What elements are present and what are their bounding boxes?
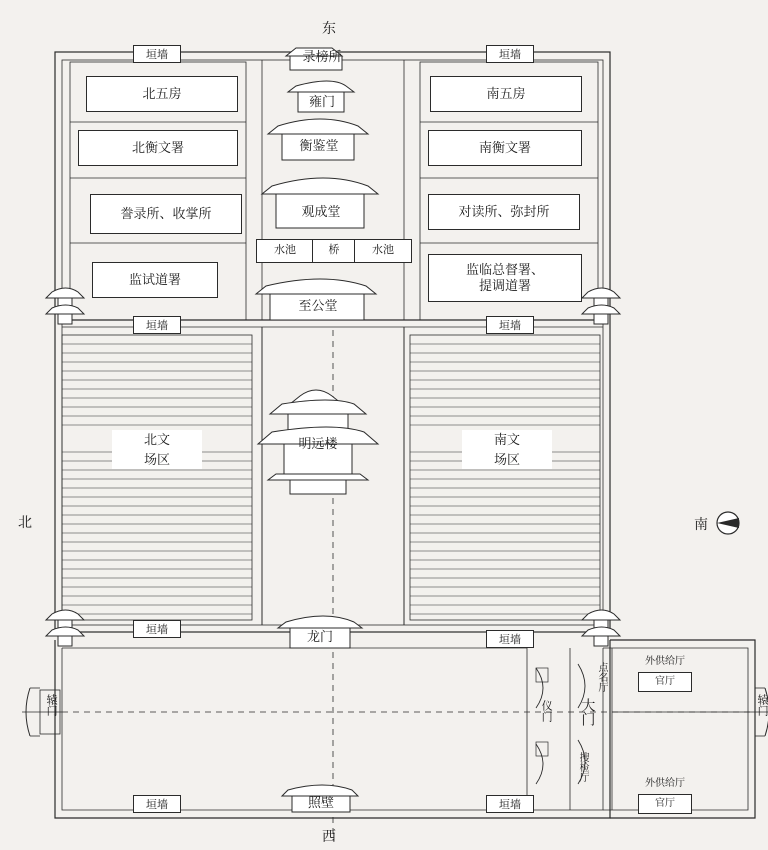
building-lubangsuo: 录榜所 [302,49,342,64]
room-nanhengwenshu: 南衡文署 [428,130,582,166]
south-field-rows [410,344,600,614]
gate-yuanmen-left: 辕门 [45,694,58,716]
north-field-rows [62,344,252,614]
watchtower-ne [582,288,620,324]
gate-yimen: 仪门 [540,700,553,722]
direction-north: 北 [18,514,32,530]
wall-label-lower-left: 垣墙 [133,620,181,638]
building-yongmen: 雍门 [308,94,335,109]
wall-label-bottom-right: 垣墙 [486,795,534,813]
cell-waigongjiting-bottom: 外供给厅 [645,778,685,789]
room-jianshidaoshu: 监试道署 [92,262,218,298]
wall-label-mid-left: 垣墙 [133,316,181,334]
field-north [112,430,202,469]
room-jianlinzongdushu-line2: 提调道署 [478,278,531,293]
room-jianlinzongdushu [428,254,582,302]
wall-label-top-left: 垣墙 [133,45,181,63]
pool-left: 水池 [256,239,314,263]
hall-dianmingting: 点名厅 [596,662,607,692]
room-duidusuo: 对读所、弥封所 [428,194,580,230]
room-beihengwenshu: 北衡文署 [78,130,238,166]
cell-guanting-top: 官厅 [638,672,692,692]
wall-label-lower-right: 垣墙 [486,630,534,648]
building-zhigongtang: 至公堂 [298,298,338,313]
building-longmen: 龙门 [306,629,333,644]
watchtower-nw [46,288,84,324]
compass-needle-icon [717,512,739,534]
gate-yuanmen-right: 辕门 [756,694,768,716]
field-south-line1: 南文 [493,432,520,447]
direction-south: 南 [694,516,708,532]
building-mingyuanlou: 明远楼 [298,436,338,451]
cell-guanting-bottom: 官厅 [638,794,692,814]
building-guanchengtang: 观成堂 [301,204,341,219]
room-nanwufang: 南五房 [430,76,582,112]
bridge: 桥 [312,239,356,263]
room-tenglusuo: 誊录所、收掌所 [90,194,242,234]
direction-east: 东 [322,20,336,36]
field-south-line2: 场区 [493,451,520,467]
field-south [462,430,552,469]
wall-label-bottom-left: 垣墙 [133,795,181,813]
hall-soujianting: 搜检厅 [577,752,588,782]
direction-west: 西 [322,828,336,844]
cell-waigongjiting-top: 外供给厅 [645,656,685,667]
roof-guanchengtang [262,178,378,228]
building-hengjiantang: 衡鉴堂 [299,138,339,153]
wall-label-top-right: 垣墙 [486,45,534,63]
pool-right: 水池 [354,239,412,263]
field-north-line2: 场区 [143,451,170,467]
field-north-line1: 北文 [143,432,170,447]
building-zhaobi: 照壁 [307,795,334,810]
watchtower-sw [46,610,84,646]
room-jianlinzongdushu-line1: 监临总督署、 [465,262,544,278]
wall-label-mid-right: 垣墙 [486,316,534,334]
gate-damen: 大门 [580,698,597,726]
room-beiwufang: 北五房 [86,76,238,112]
